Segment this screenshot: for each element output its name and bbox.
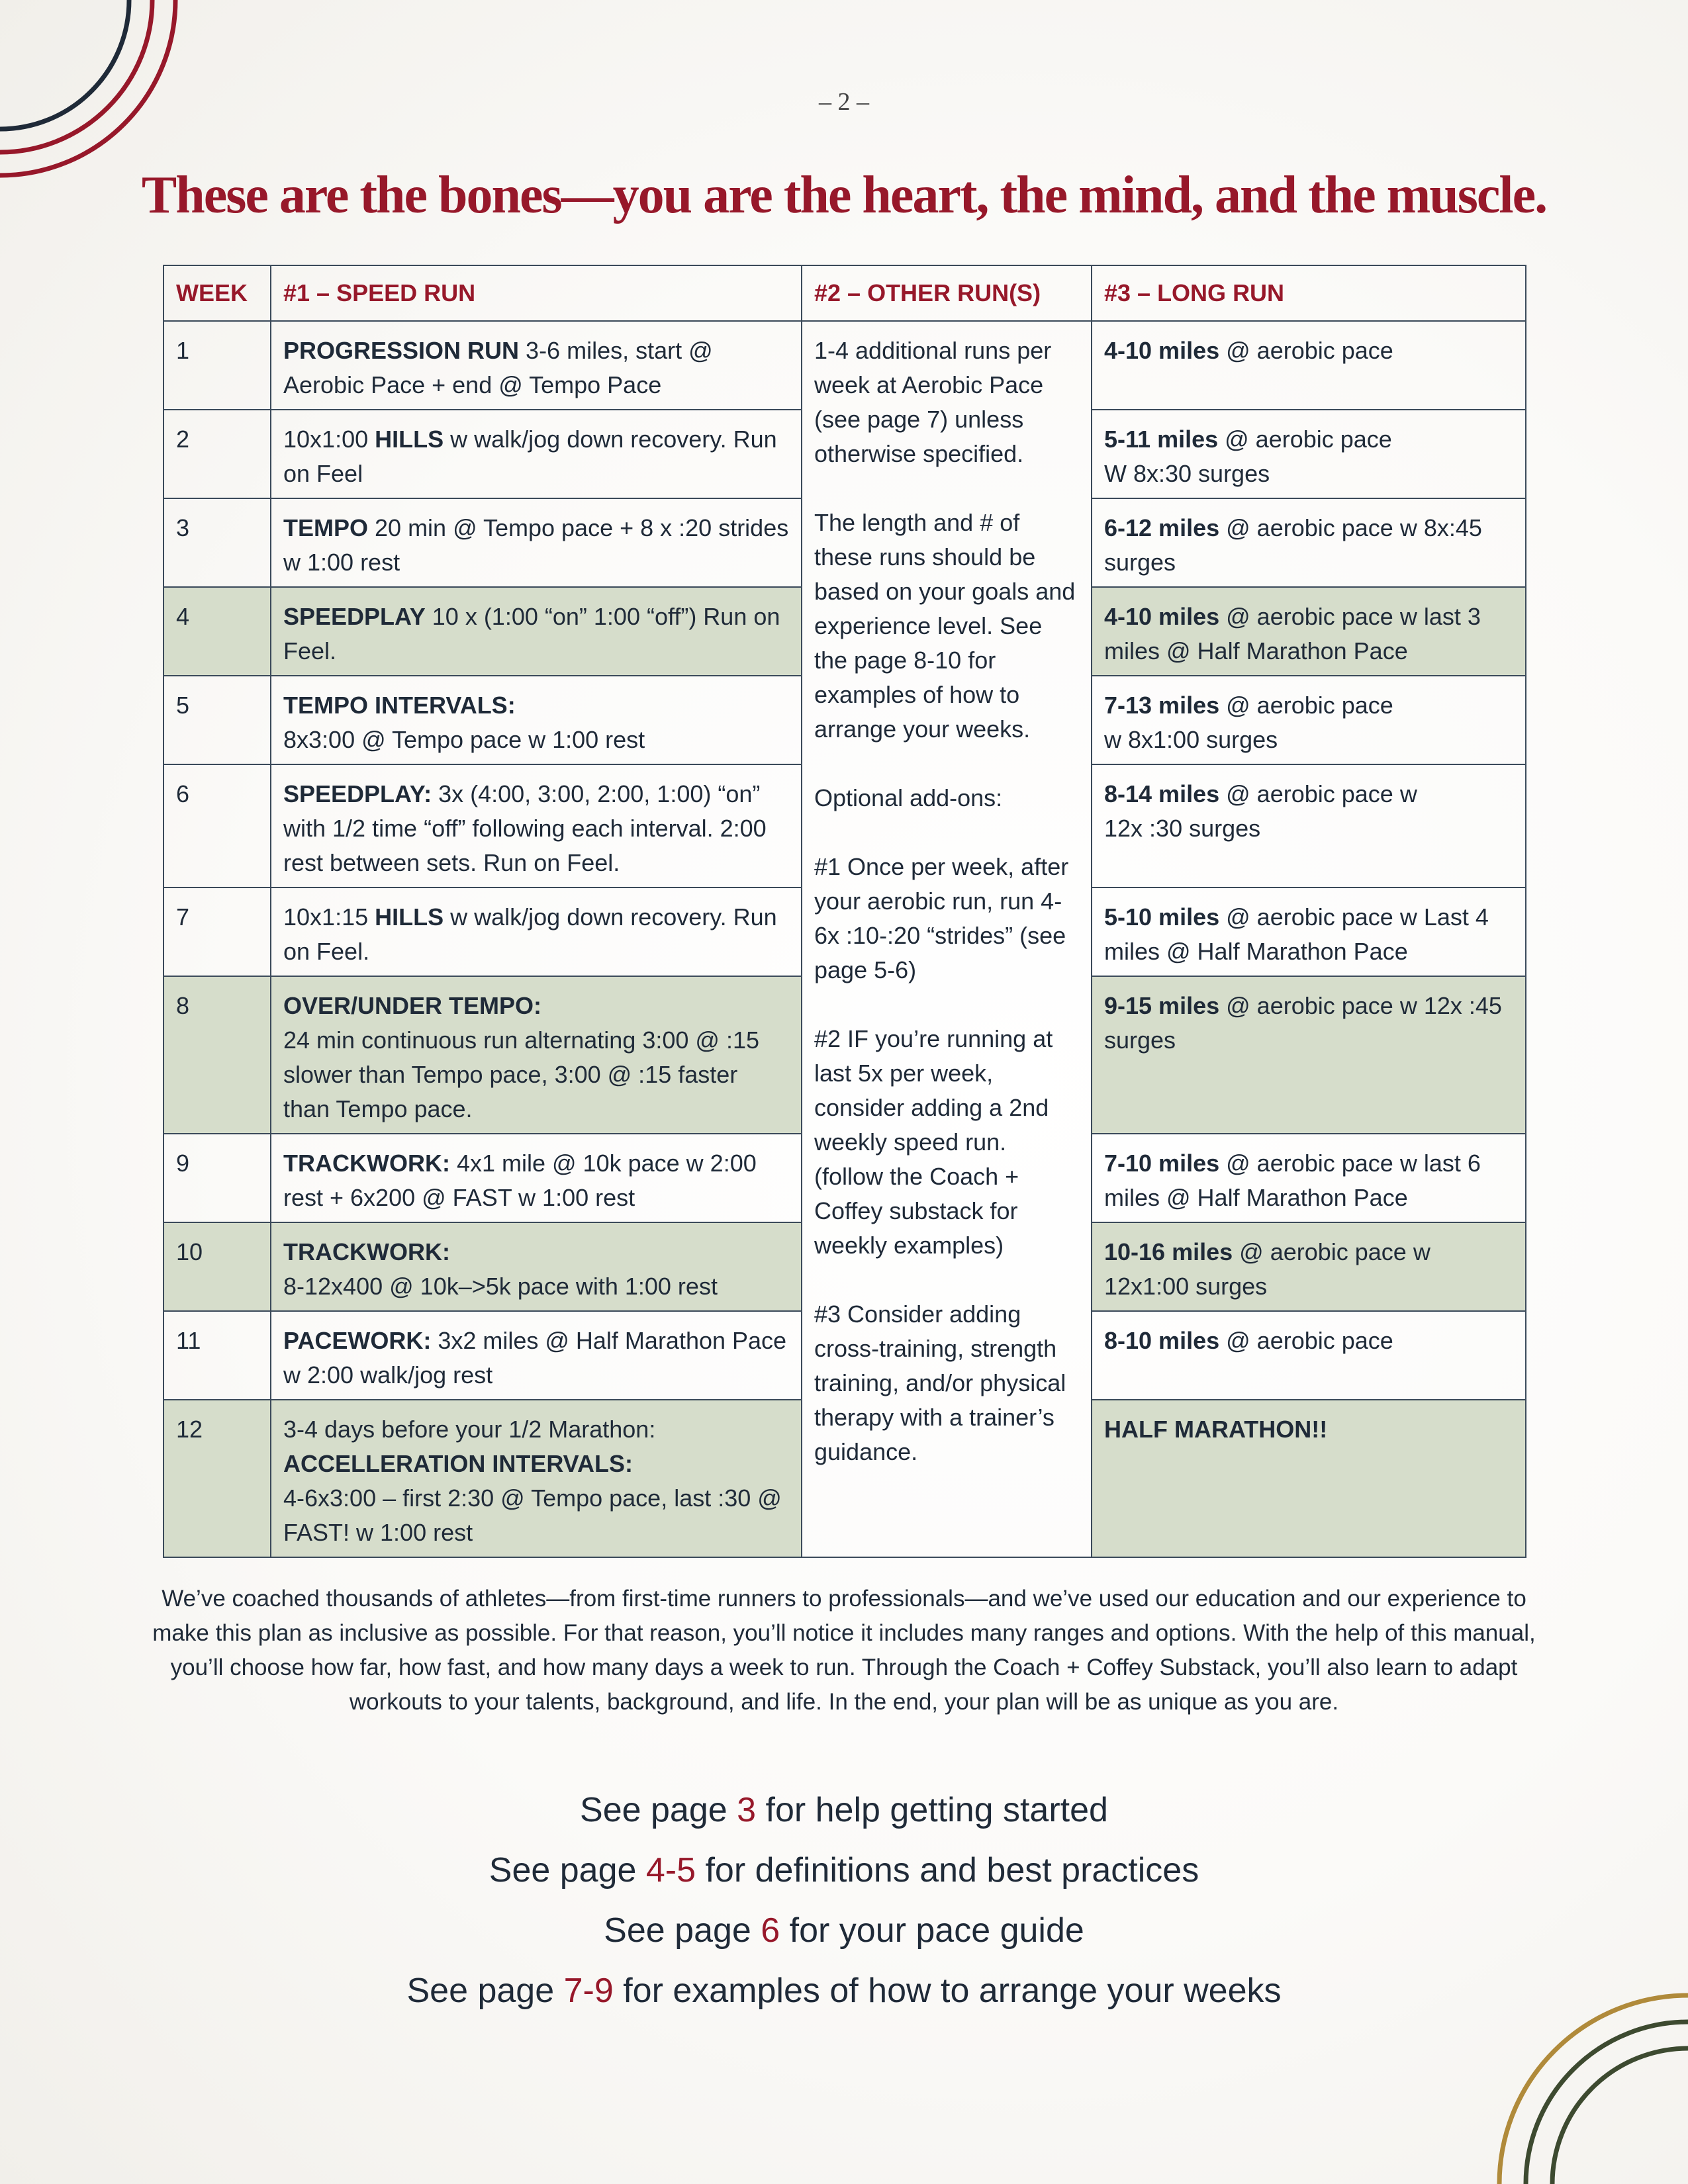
- long-run-cell-text: @ aerobic pace w last 6 miles @ Half Marathon Pace: [1104, 1150, 1481, 1211]
- long-run-cell-line2: 12x :30 surges: [1104, 815, 1261, 842]
- long-run-cell-line2: w 8x1:00 surges: [1104, 726, 1278, 753]
- week-cell: 1: [164, 321, 271, 410]
- speed-run-cell: [271, 1222, 802, 1311]
- long-run-cell-text: @ aerobic pace: [1219, 337, 1393, 364]
- speed-run-cell-bold: PACEWORK:: [283, 1327, 432, 1354]
- long-run-cell-bold: 6-12 miles: [1104, 514, 1220, 541]
- page-reference-text: for help getting started: [756, 1791, 1108, 1829]
- week-cell: 3: [164, 498, 271, 587]
- long-run-cell: [1092, 1311, 1526, 1400]
- page-reference-number: 4-5: [645, 1851, 696, 1889]
- long-run-cell-text: @ aerobic pace w last 3 miles @ Half Marathon Pace: [1104, 603, 1481, 664]
- speed-run-cell: [271, 1134, 802, 1222]
- long-run-cell-line2: W 8x:30 surges: [1104, 460, 1270, 487]
- speed-run-cell: [271, 1311, 802, 1400]
- speed-run-cell: [271, 498, 802, 587]
- speed-run-cell-text: 10x1:00: [283, 426, 375, 453]
- long-run-cell-text: @ aerobic pace w 12x :45 surges: [1104, 992, 1502, 1054]
- speed-run-cell: [271, 410, 802, 498]
- page-reference-number: 7-9: [563, 1972, 614, 2010]
- long-run-cell-bold: HALF MARATHON!!: [1104, 1416, 1328, 1443]
- speed-run-cell-line2: 24 min continuous run alternating 3:00 @ :15 slower than Tempo pace, 3:00 @ :15 faster than Tempo pace.: [283, 1026, 759, 1122]
- long-run-cell: [1092, 1400, 1526, 1557]
- speed-run-cell: [271, 1400, 802, 1557]
- week-cell: 8: [164, 976, 271, 1134]
- header-speed-run: #1 – SPEED RUN: [271, 265, 802, 321]
- long-run-cell: [1092, 887, 1526, 976]
- speed-run-cell: [271, 587, 802, 676]
- speed-run-cell-text: 10 x (1:00 “on” 1:00 “off”) Run on Feel.: [283, 603, 780, 664]
- header-other-runs: #2 – OTHER RUN(S): [802, 265, 1092, 321]
- page-reference-text: See page: [489, 1851, 646, 1889]
- table-body: [164, 321, 1526, 1557]
- long-run-cell-bold: 7-13 miles: [1104, 692, 1220, 719]
- page-reference-line: [0, 1780, 1688, 1841]
- long-run-cell-bold: 9-15 miles: [1104, 992, 1220, 1019]
- speed-run-cell-text: 4x1 mile @ 10k pace w 2:00 rest + 6x200 @ FAST w 1:00 rest: [283, 1150, 757, 1211]
- speed-run-cell-text: 20 min @ Tempo pace + 8 x :20 strides w 1:00 rest: [283, 514, 789, 576]
- speed-run-cell-bold: TRACKWORK:: [283, 1238, 450, 1265]
- long-run-cell-bold: 5-10 miles: [1104, 903, 1220, 931]
- speed-run-cell-bold: TRACKWORK:: [283, 1150, 450, 1177]
- speed-run-cell-bold: ACCELLERATION INTERVALS:: [283, 1450, 633, 1477]
- long-run-cell-bold: 8-10 miles: [1104, 1327, 1220, 1354]
- speed-run-cell-line2: 8x3:00 @ Tempo pace w 1:00 rest: [283, 726, 645, 753]
- speed-run-cell-line2: 4-6x3:00 – first 2:30 @ Tempo pace, last :30 @ FAST! w 1:00 rest: [283, 1484, 782, 1546]
- speed-run-cell: [271, 676, 802, 764]
- page-reference-text: for definitions and best practices: [696, 1851, 1199, 1889]
- long-run-cell-text: @ aerobic pace w: [1219, 780, 1417, 807]
- page-reference-text: for your pace guide: [780, 1911, 1084, 1950]
- table-header-row: [164, 265, 1526, 321]
- long-run-cell-text: @ aerobic pace: [1219, 1327, 1393, 1354]
- speed-run-cell-bold: OVER/UNDER TEMPO:: [283, 992, 542, 1019]
- page-reference-line: [0, 1841, 1688, 1901]
- page-number: – 2 –: [819, 88, 869, 116]
- speed-run-cell-bold: HILLS: [375, 903, 444, 931]
- page-reference-text: See page: [604, 1911, 761, 1950]
- speed-run-cell-text: 3x (4:00, 3:00, 2:00, 1:00) “on” with 1/2 time “off” following each interval. 2:00 rest between sets. Run on Feel.: [283, 780, 767, 876]
- long-run-cell-text: @ aerobic pace w Last 4 miles @ Half Marathon Pace: [1104, 903, 1489, 965]
- long-run-cell: [1092, 976, 1526, 1134]
- long-run-cell-bold: 4-10 miles: [1104, 337, 1220, 364]
- speed-run-cell: [271, 764, 802, 887]
- speed-run-cell-intro: 3-4 days before your 1/2 Marathon:: [283, 1416, 656, 1443]
- speed-run-cell-text: 10x1:15: [283, 903, 375, 931]
- long-run-cell: [1092, 764, 1526, 887]
- header-long-run: #3 – LONG RUN: [1092, 265, 1526, 321]
- intro-paragraph: We’ve coached thousands of athletes—from first-time runners to professionals—and we’ve used our education and our experience to make this plan as inclusive as possible. For that reason, you’ll notice it includes many ranges and options. With the help of this manual, you’ll choose how far, how fast, and how many days a week to run. Through the Coach + Coffey Substack, you’ll also learn to adapt workouts to your talents, background, and life. In the end, your plan will be as unique as you are.: [152, 1586, 1536, 1715]
- speed-run-cell-text: 3-6 miles, start @ Aerobic Pace + end @ Tempo Pace: [283, 337, 713, 398]
- speed-run-cell-bold: SPEEDPLAY: [283, 603, 426, 630]
- speed-run-cell-text: w walk/jog down recovery. Run on Feel.: [283, 903, 777, 965]
- long-run-cell: [1092, 410, 1526, 498]
- long-run-cell: [1092, 1222, 1526, 1311]
- page-reference-text: See page: [406, 1972, 564, 2010]
- speed-run-cell-text: 3x2 miles @ Half Marathon Pace w 2:00 walk/jog rest: [283, 1327, 787, 1388]
- other-runs-cell: 1-4 additional runs per week at Aerobic Pace (see page 7) unless otherwise specified. The length and # of these runs should be based on your goals and experience level. See the page 8-10 for examples of how to arrange your weeks. Optional add-ons: #1 Once per week, after your aerobic run, run 4-6x :10-:20 “strides” (see page 5-6) #2 IF you’re running at last 5x per week, consider adding a 2nd weekly speed run. (follow the Coach + Coffey substack for weekly examples) #3 Consider adding cross-training, strength training, and/or physical therapy with a trainer’s guidance.: [802, 321, 1092, 1557]
- page-references: [0, 1780, 1688, 2021]
- speed-run-cell-bold: TEMPO INTERVALS:: [283, 692, 516, 719]
- long-run-cell-text: @ aerobic pace w 8x:45 surges: [1104, 514, 1482, 576]
- week-cell: 6: [164, 764, 271, 887]
- week-cell: 10: [164, 1222, 271, 1311]
- long-run-cell-bold: 5-11 miles: [1104, 426, 1219, 453]
- page-reference-line: [0, 1901, 1688, 1961]
- header-week: WEEK: [164, 265, 271, 321]
- week-cell: 11: [164, 1311, 271, 1400]
- week-cell: 9: [164, 1134, 271, 1222]
- speed-run-cell-bold: HILLS: [375, 426, 444, 453]
- long-run-cell-text: @ aerobic pace: [1218, 426, 1392, 453]
- page-title: These are the bones—you are the heart, the mind, and the muscle.: [141, 166, 1547, 224]
- training-plan-table: [163, 265, 1526, 1558]
- speed-run-cell-line2: 8-12x400 @ 10k–>5k pace with 1:00 rest: [283, 1273, 718, 1300]
- long-run-cell-bold: 10-16 miles: [1104, 1238, 1233, 1265]
- page-reference-text: See page: [580, 1791, 737, 1829]
- table-row: [164, 321, 1526, 410]
- speed-run-cell: [271, 976, 802, 1134]
- long-run-cell: [1092, 321, 1526, 410]
- long-run-cell-text: @ aerobic pace w 12x1:00 surges: [1104, 1238, 1430, 1300]
- speed-run-cell: [271, 887, 802, 976]
- week-cell: 2: [164, 410, 271, 498]
- long-run-cell-text: @ aerobic pace: [1219, 692, 1393, 719]
- speed-run-cell: [271, 321, 802, 410]
- long-run-cell-bold: 7-10 miles: [1104, 1150, 1220, 1177]
- long-run-cell: [1092, 1134, 1526, 1222]
- week-cell: 5: [164, 676, 271, 764]
- long-run-cell: [1092, 498, 1526, 587]
- week-cell: 4: [164, 587, 271, 676]
- speed-run-cell-bold: SPEEDPLAY:: [283, 780, 432, 807]
- long-run-cell: [1092, 587, 1526, 676]
- page-reference-number: 3: [737, 1791, 757, 1829]
- page-reference-text: for examples of how to arrange your weeks: [613, 1972, 1282, 2010]
- speed-run-cell-bold: TEMPO: [283, 514, 369, 541]
- page-reference-line: [0, 1961, 1688, 2021]
- week-cell: 12: [164, 1400, 271, 1557]
- long-run-cell: [1092, 676, 1526, 764]
- speed-run-cell-text: w walk/jog down recovery. Run on Feel: [283, 426, 777, 487]
- week-cell: 7: [164, 887, 271, 976]
- long-run-cell-bold: 8-14 miles: [1104, 780, 1220, 807]
- speed-run-cell-bold: PROGRESSION RUN: [283, 337, 520, 364]
- page-reference-number: 6: [761, 1911, 780, 1950]
- long-run-cell-bold: 4-10 miles: [1104, 603, 1220, 630]
